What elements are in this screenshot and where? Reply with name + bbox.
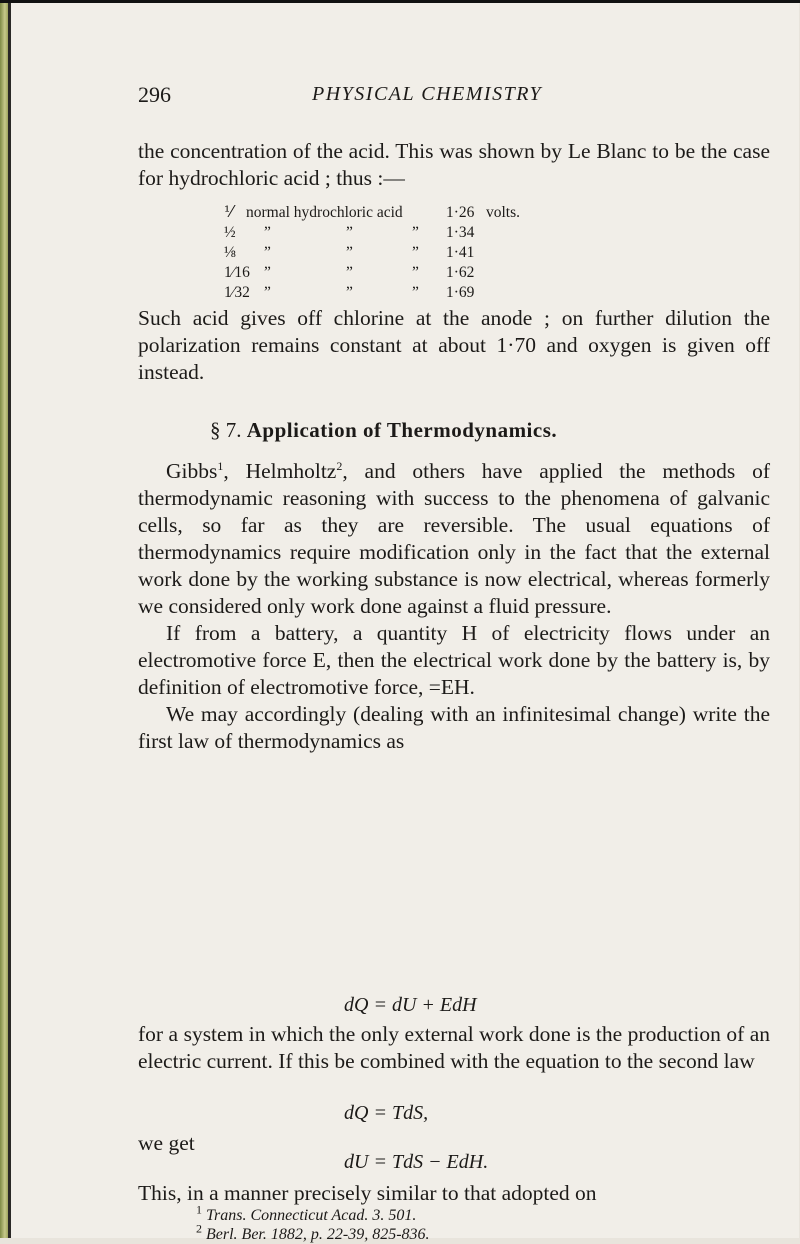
row-fraction: ⅟ [224, 204, 233, 221]
we-get-label: we get [138, 1131, 195, 1155]
footnote-ref-2: 2 [336, 458, 343, 473]
footnote-mark: 1 [196, 1202, 202, 1217]
ditto-mark: ” [412, 264, 419, 281]
section-heading [210, 418, 557, 443]
paragraph-we: We may accordingly (dealing with an infinitesimal change) write the first law of thermodynamics as [138, 702, 770, 753]
row-unit: volts. [486, 204, 521, 221]
paragraph-3-text: , and others have applied the methods of thermodynamic reasoning with success to the phenomena of galvanic cells, so far as they are reversible. The usual equations of thermodynamics require modification only in the fact that the external work done by the working substance is now electrical, whereas formerly we considered only work done against a fluid pressure. [138, 459, 770, 618]
footnote-ref-1: 1 [217, 458, 224, 473]
row-value: 1·41 [446, 244, 475, 261]
equation-combined: dU = TdS − EdH. [344, 1151, 489, 1173]
row-value: 1·62 [446, 264, 475, 281]
running-head: PHYSICAL CHEMISTRY [312, 83, 543, 105]
footnote [196, 1221, 430, 1244]
page-number: 296 [138, 82, 171, 107]
paragraph-4: for a system in which the only external work done is the production of an electric current. If this be combined with the equation to the second law [138, 1022, 770, 1073]
row-fraction: 1⁄32 [224, 284, 250, 301]
ditto-mark: ” [264, 284, 271, 301]
ditto-mark: ” [346, 224, 353, 241]
author-helmholtz: , Helmholtz [223, 459, 337, 483]
row-value: 1·69 [446, 284, 475, 301]
footnote-text: Berl. Ber. 1882, p. 22-39, 825-836. [206, 1226, 430, 1243]
paragraph-5: This, in a manner precisely similar to that adopted on [138, 1181, 597, 1205]
row-value: 1·26 [446, 204, 475, 221]
section-number: § 7. [210, 418, 242, 442]
ditto-mark: ” [264, 264, 271, 281]
ditto-mark: ” [412, 284, 419, 301]
ditto-mark: ” [412, 224, 419, 241]
ditto-mark: ” [264, 244, 271, 261]
ditto-mark: ” [346, 284, 353, 301]
ditto-mark: ” [346, 264, 353, 281]
row-value: 1·34 [446, 224, 475, 241]
paragraph-if: If from a battery, a quantity H of electricity flows under an electromotive force E, then the electrical work done by the battery is, by definition of electromotive force, =EH. [138, 621, 770, 699]
paragraph-3 [138, 458, 770, 755]
row-label: normal hydrochloric acid [246, 204, 403, 221]
equation-second-law: dQ = TdS, [344, 1102, 429, 1124]
page-header [0, 82, 800, 118]
ditto-mark: ” [346, 244, 353, 261]
paragraph-1: the concentration of the acid. This was shown by Le Blanc to be the case for hydrochloric acid ; thus :— [138, 139, 770, 190]
footnote-mark: 2 [196, 1221, 202, 1236]
paragraph-2: Such acid gives off chlorine at the anode ; on further dilution the polarization remains constant at about 1·70 and oxygen is given off instead. [138, 306, 770, 384]
row-fraction: ½ [224, 224, 236, 241]
ditto-mark: ” [412, 244, 419, 261]
footnote-text: Trans. Connecticut Acad. 3. 501. [206, 1207, 417, 1224]
row-fraction: 1⁄16 [224, 264, 250, 281]
author-gibbs: Gibbs [166, 459, 218, 483]
equation-first-law: dQ = dU + EdH [344, 994, 477, 1016]
section-title: Application of Thermodynamics. [246, 418, 558, 442]
ditto-mark: ” [264, 224, 271, 241]
row-fraction: ⅛ [224, 244, 236, 261]
footnote [196, 1202, 417, 1225]
top-rule [0, 0, 800, 3]
